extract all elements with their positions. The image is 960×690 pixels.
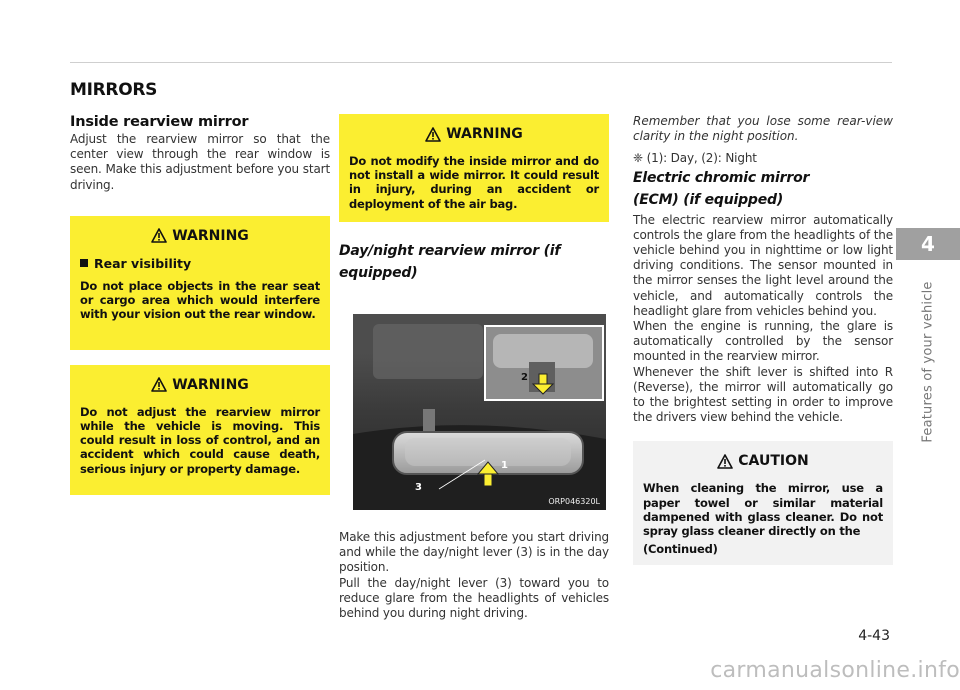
warning-subheading-text: Rear visibility bbox=[94, 255, 192, 271]
ecm-para-3: Whenever the shift lever is shifted into R (Reverse), the mirror will automatically go to the brightest setting in order to improve the drivers view behind the vehicle. bbox=[633, 364, 893, 425]
warning-triangle-icon bbox=[151, 377, 167, 392]
watermark: carmanualsonline.info bbox=[710, 658, 960, 683]
day-night-legend: ❈ (1): Day, (2): Night bbox=[633, 151, 757, 166]
square-bullet-icon bbox=[80, 259, 88, 267]
remember-note: Remember that you lose some rear-view clarity in the night position. bbox=[633, 114, 893, 144]
figure-label-1: 1 bbox=[501, 460, 508, 471]
warning-box-rear-visibility bbox=[70, 216, 330, 350]
caution-continued: (Continued) bbox=[643, 542, 718, 557]
warning-header bbox=[349, 126, 599, 142]
figure-label-2: 2 bbox=[521, 372, 528, 383]
caution-triangle-icon bbox=[717, 454, 733, 469]
ecm-para-1: The electric rearview mirror automatically controls the glare from the headlights of the vehicle behind you in nighttime or low light driving conditions. The sensor mounted in the mirror senses the light level around the vehicle, and automatically controls the headlight glare from vehicles behind you. bbox=[633, 212, 893, 318]
inside-mirror-intro: Adjust the rearview mirror so that the center view through the rear window is seen. Make this adjustment before you start driving. bbox=[70, 132, 330, 192]
section-title: MIRRORS bbox=[70, 80, 158, 100]
day-night-mirror-heading: Day/night rearview mirror (if equipped) bbox=[339, 243, 561, 281]
inside-mirror-heading: Inside rearview mirror bbox=[70, 114, 249, 130]
warning-text: Do not adjust the rearview mirror while the vehicle is moving. This could result in loss of control, and an accident which could cause death, serious injury or property damage. bbox=[80, 404, 320, 476]
warning-box-modify-mirror bbox=[339, 114, 609, 222]
page-number: 4-43 bbox=[858, 628, 890, 644]
caution-title: CAUTION bbox=[738, 453, 809, 470]
rearview-mirror-illustration bbox=[353, 314, 606, 510]
ecm-para-2: When the engine is running, the glare is automatically controlled by the sensor mounted in the rearview mirror. bbox=[633, 319, 893, 364]
warning-title: WARNING bbox=[172, 376, 249, 393]
day-night-para-1: Make this adjustment before you start driving and while the day/night lever (3) is in the day position. bbox=[339, 530, 609, 575]
column-right bbox=[633, 114, 893, 565]
caution-text: When cleaning the mirror, use a paper towel or similar material dampened with glass cleaner. Do not spray glass cleaner directly on the bbox=[643, 481, 883, 539]
chapter-tab bbox=[896, 228, 960, 260]
ecm-heading: Electric chromic mirror (ECM) (if equipped) bbox=[633, 169, 810, 208]
warning-triangle-icon bbox=[151, 228, 167, 243]
chapter-title-vertical: Features of your vehicle bbox=[920, 281, 936, 443]
figure-label-3: 3 bbox=[415, 482, 422, 493]
warning-triangle-icon bbox=[425, 127, 441, 142]
warning-header bbox=[80, 377, 320, 393]
top-rule bbox=[70, 62, 892, 63]
warning-title: WARNING bbox=[446, 126, 523, 142]
caution-header bbox=[643, 453, 883, 469]
warning-box-adjust-moving bbox=[70, 365, 330, 495]
column-left bbox=[70, 114, 330, 495]
figure-code: ORP046320L bbox=[548, 497, 600, 506]
warning-title: WARNING bbox=[172, 227, 249, 244]
warning-text: Do not modify the inside mirror and do not install a wide mirror. It could result in injury, during an accident or deployment of the air bag. bbox=[349, 154, 599, 211]
warning-subheading bbox=[80, 256, 320, 271]
column-middle bbox=[339, 114, 609, 621]
day-night-para-2: Pull the day/night lever (3) toward you to reduce glare from the headlights of vehicles behind you during night driving. bbox=[339, 575, 609, 621]
chapter-number: 4 bbox=[921, 232, 935, 256]
warning-text: Do not place objects in the rear seat or cargo area which would interfere with your vision out the rear window. bbox=[80, 278, 320, 322]
mirror-photo-icon bbox=[353, 314, 606, 510]
warning-header bbox=[80, 228, 320, 244]
caution-box bbox=[633, 441, 893, 565]
